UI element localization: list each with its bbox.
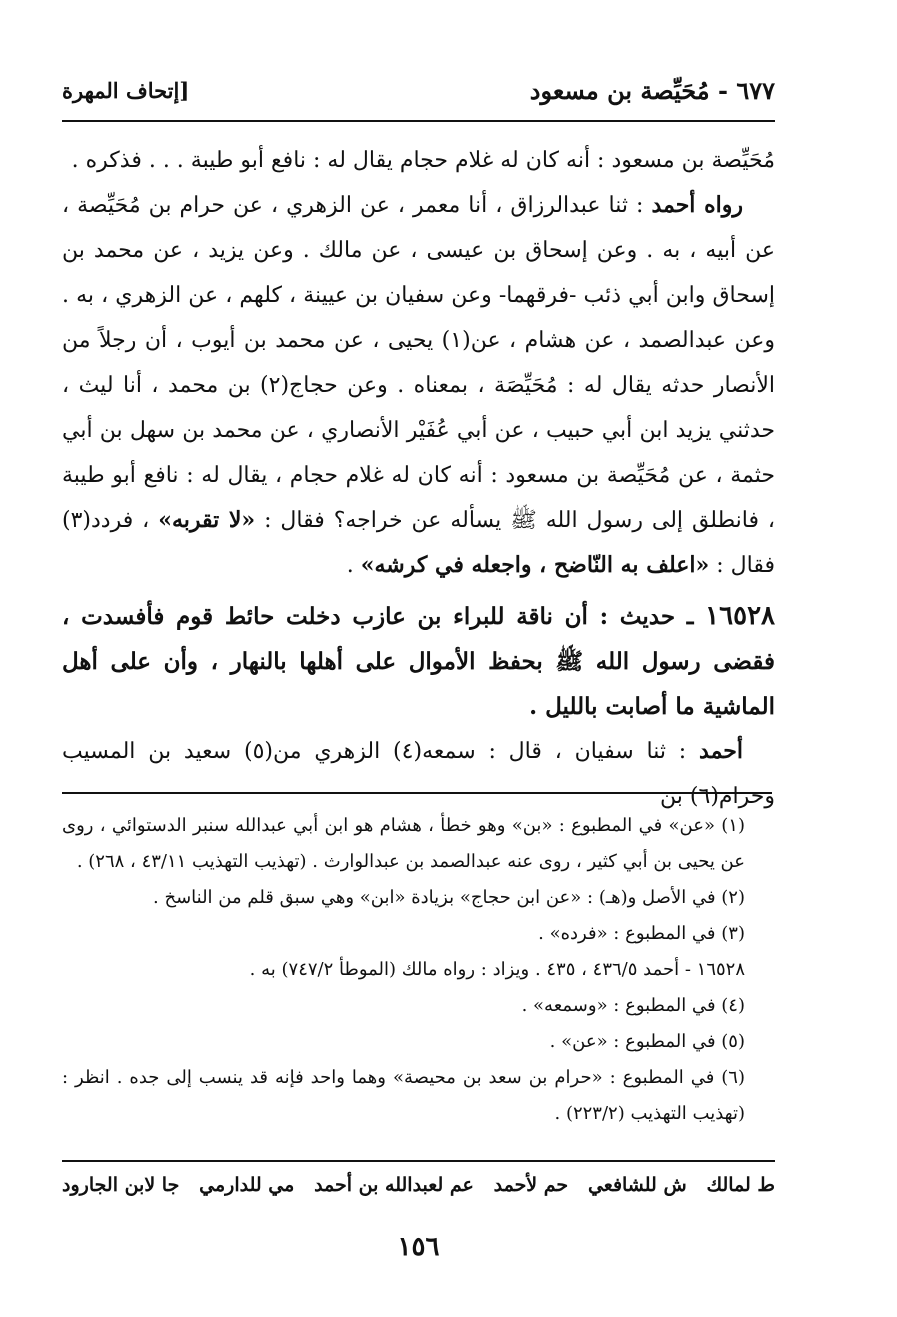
abbreviation: عم لعبدالله بن أحمد (314, 1174, 474, 1196)
footnote: (٤) في المطبوع : «وسمعه» . (521, 995, 745, 1016)
abbreviation: حم لأحمد (493, 1174, 569, 1196)
hadith-number: ١٦٥٢٨ (705, 601, 775, 631)
main-text (62, 138, 775, 819)
abbreviation: مي للدارمي (199, 1174, 295, 1196)
footnote: ١٦٥٢٨ - أحمد ٤٣٦/٥ ، ٤٣٥ . ويزاد : رواه مالك (الموطأ ٧٤٧/٢) به . (249, 959, 745, 980)
chapter-title: ٦٧٧ - مُحَيِّصة بن مسعود (529, 76, 775, 105)
quote-1: «لا تقربه» (158, 507, 256, 533)
abbreviation: ط لمالك (706, 1174, 775, 1196)
chain-text: : ثنا عبدالرزاق ، أنا معمر ، عن الزهري ، عن حرام بن مُحَيِّصة ، عن أبيه ، به . وعن إسحاق بن عيسى ، عن مالك . وعن يزيد ، عن محمد بن إسحاق وابن أبي ذئب -فرقهما- وعن سفيان بن عيينة ، كلهم ، عن الزهري ، به . وعن عبدالصمد ، عن هشام ، عن(١) يحيى ، عن محمد بن أيوب ، أن رجلاً من الأنصار حدثه يقال له : مُحَيِّصَة ، بمعناه . وعن حجاج(٢) بن محمد ، أنا ليث ، حدثني يزيد ابن أبي حبيب ، عن أبي عُفَيْر الأنصاري ، عن محمد بن سهل بن أبي حثمة ، عن مُحَيِّصة بن مسعود : أنه كان له غلام حجام ، يقال له : نافع أبو طيبة ، فانطلق إلى رسول الله ﷺ يسأله عن خراجه؟ فقال : (62, 193, 776, 533)
page-number: ١٥٦ (397, 1232, 440, 1262)
abbreviation: جا لابن الجارود (62, 1174, 180, 1196)
hadith-text: ـ حديث : أن ناقة للبراء بن عازب دخلت حائط قوم فأفسدت ، فقضى رسول الله ﷺ بحفظ الأموال على أهلها بالنهار ، وأن على أهل الماشية ما أصابت بالليل . (62, 603, 775, 720)
footnote: (١) «عن» في المطبوع : «بن» وهو خطأ ، هشام هو ابن أبي عبدالله سنبر الدستوائي ، روى عن يحيى بن أبي كثير ، روى عنه عبدالصمد بن عبدالوارث . (تهذيب التهذيب ٤٣/١١ ، ٢٦٨) . (62, 815, 745, 872)
footnotes (62, 808, 775, 1132)
narrator-lead-2: أحمد (699, 738, 744, 764)
footnote: (٢) في الأصل و(هـ) : «عن ابن حجاج» بزيادة «ابن» وهي سبق قلم من الناسخ . (153, 887, 745, 908)
document-page (62, 0, 775, 1317)
footnote: (٥) في المطبوع : «عن» . (549, 1031, 745, 1052)
abbreviation: ش للشافعي (587, 1174, 687, 1196)
footnote-divider (62, 792, 772, 794)
header-divider (62, 120, 775, 122)
paragraph-2 (62, 183, 775, 588)
chain-mid: ، فردد(٣) فقال : (62, 508, 775, 578)
quote-2: «اعلف به النّاضح ، واجعله في كرشه» (360, 552, 710, 578)
page-header (62, 76, 775, 116)
footnote: (٣) في المطبوع : «فرده» . (538, 923, 745, 944)
chain-text-2: : ثنا سفيان ، قال : سمعه(٤) الزهري من(٥) سعيد بن المسيب وحرام(٦) بن (62, 739, 775, 809)
hadith-heading (62, 594, 775, 729)
abbreviations-legend (62, 1174, 775, 1196)
abbreviations-divider (62, 1160, 775, 1162)
book-title: [إتحاف المهرة (62, 78, 190, 103)
paragraph-1: مُحَيِّصة بن مسعود : أنه كان له غلام حجام يقال له : نافع أبو طيبة . . . فذكره . (71, 148, 775, 173)
footnote: (٦) في المطبوع : «حرام بن سعد بن محيصة» وهما واحد فإنه قد ينسب إلى جده . انظر : (تهذيب التهذيب (٢٢٣/٢) . (62, 1067, 745, 1124)
paragraph-3 (62, 729, 775, 819)
chain-end: . (346, 553, 361, 578)
narrator-lead: رواه أحمد (651, 192, 743, 218)
